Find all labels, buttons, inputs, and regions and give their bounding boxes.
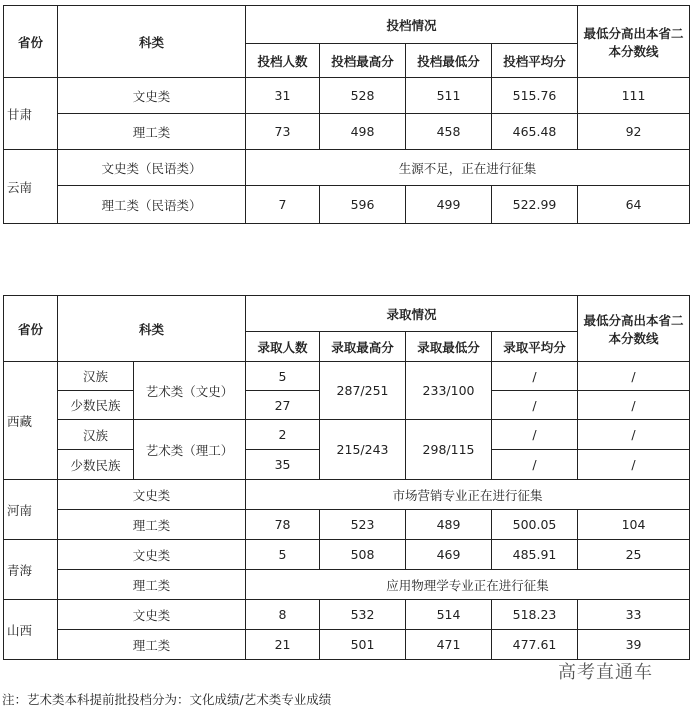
- subject-cell: 文史类: [58, 540, 246, 570]
- data-cell: 31: [246, 78, 320, 114]
- note-cell: 生源不足，正在进行征集: [246, 150, 690, 186]
- header-subject: 科类: [58, 6, 246, 78]
- data-cell: 39: [578, 630, 690, 660]
- data-cell: 508: [320, 540, 406, 570]
- data-cell: /: [578, 362, 690, 391]
- header-subject: 科类: [58, 296, 246, 362]
- data-cell: 532: [320, 600, 406, 630]
- data-cell: 528: [320, 78, 406, 114]
- subject-cell: 文史类: [58, 600, 246, 630]
- data-cell: 64: [578, 186, 690, 224]
- data-cell: /: [578, 420, 690, 450]
- data-cell: 477.61: [492, 630, 578, 660]
- data-cell: 78: [246, 510, 320, 540]
- subject-cell: 文史类: [58, 78, 246, 114]
- data-cell: /: [492, 450, 578, 480]
- data-cell: 500.05: [492, 510, 578, 540]
- data-cell: /: [492, 362, 578, 391]
- data-cell: 5: [246, 540, 320, 570]
- data-cell: 523: [320, 510, 406, 540]
- data-cell: /: [578, 391, 690, 420]
- data-cell: 511: [406, 78, 492, 114]
- data-cell: 522.99: [492, 186, 578, 224]
- header-col: 录取平均分: [492, 332, 578, 362]
- data-cell: 458: [406, 114, 492, 150]
- province-cell: 山西: [4, 600, 58, 660]
- header-col: 投档最高分: [320, 44, 406, 78]
- data-cell: 21: [246, 630, 320, 660]
- footnote: 注：艺术类本科提前批投档分为：文化成绩/艺术类专业成绩: [2, 692, 332, 707]
- ethnicity-cell: 少数民族: [58, 450, 134, 480]
- province-cell: 云南: [4, 150, 58, 224]
- header-col: 投档人数: [246, 44, 320, 78]
- data-cell: 25: [578, 540, 690, 570]
- data-cell: 111: [578, 78, 690, 114]
- data-cell: 35: [246, 450, 320, 480]
- data-cell: 499: [406, 186, 492, 224]
- data-cell: 469: [406, 540, 492, 570]
- header-extra: 最低分高出本省二本分数线: [578, 6, 690, 78]
- subject-cell: 理工类: [58, 510, 246, 540]
- data-cell: 596: [320, 186, 406, 224]
- data-cell: 8: [246, 600, 320, 630]
- data-cell: 27: [246, 391, 320, 420]
- header-col: 投档平均分: [492, 44, 578, 78]
- data-cell: 104: [578, 510, 690, 540]
- header-col: 录取最高分: [320, 332, 406, 362]
- data-cell: /: [492, 420, 578, 450]
- watermark: 高考直通车: [558, 662, 653, 683]
- data-cell: 485.91: [492, 540, 578, 570]
- data-cell: 2: [246, 420, 320, 450]
- subject-cell: 理工类: [58, 570, 246, 600]
- province-cell: 甘肃: [4, 78, 58, 150]
- ethnicity-cell: 少数民族: [58, 391, 134, 420]
- data-cell: 215/243: [320, 420, 406, 480]
- data-cell: 465.48: [492, 114, 578, 150]
- header-province: 省份: [4, 6, 58, 78]
- subject-cell: 理工类: [58, 630, 246, 660]
- province-cell: 青海: [4, 540, 58, 600]
- data-cell: 518.23: [492, 600, 578, 630]
- data-cell: /: [492, 391, 578, 420]
- header-province: 省份: [4, 296, 58, 362]
- note-cell: 应用物理学专业正在进行征集: [246, 570, 690, 600]
- header-extra: 最低分高出本省二本分数线: [578, 296, 690, 362]
- header-group: 录取情况: [246, 296, 578, 332]
- ethnicity-cell: 汉族: [58, 362, 134, 391]
- data-cell: 514: [406, 600, 492, 630]
- data-cell: 5: [246, 362, 320, 391]
- data-cell: 287/251: [320, 362, 406, 420]
- subject-cell: 艺术类（理工）: [134, 420, 246, 480]
- data-cell: 92: [578, 114, 690, 150]
- data-cell: 489: [406, 510, 492, 540]
- data-cell: 33: [578, 600, 690, 630]
- province-cell: 河南: [4, 480, 58, 540]
- data-cell: 515.76: [492, 78, 578, 114]
- province-cell: 西藏: [4, 362, 58, 480]
- data-cell: /: [578, 450, 690, 480]
- header-col: 投档最低分: [406, 44, 492, 78]
- note-cell: 市场营销专业正在进行征集: [246, 480, 690, 510]
- subject-cell: 理工类: [58, 114, 246, 150]
- subject-cell: 理工类（民语类）: [58, 186, 246, 224]
- ethnicity-cell: 汉族: [58, 420, 134, 450]
- admission-table-1: [3, 5, 690, 224]
- data-cell: 73: [246, 114, 320, 150]
- subject-cell: 文史类: [58, 480, 246, 510]
- subject-cell: 艺术类（文史）: [134, 362, 246, 420]
- data-cell: 471: [406, 630, 492, 660]
- data-cell: 298/115: [406, 420, 492, 480]
- data-cell: 7: [246, 186, 320, 224]
- header-group: 投档情况: [246, 6, 578, 44]
- subject-cell: 文史类（民语类）: [58, 150, 246, 186]
- header-col: 录取人数: [246, 332, 320, 362]
- admission-table-2: [3, 295, 690, 660]
- data-cell: 233/100: [406, 362, 492, 420]
- header-col: 录取最低分: [406, 332, 492, 362]
- data-cell: 501: [320, 630, 406, 660]
- data-cell: 498: [320, 114, 406, 150]
